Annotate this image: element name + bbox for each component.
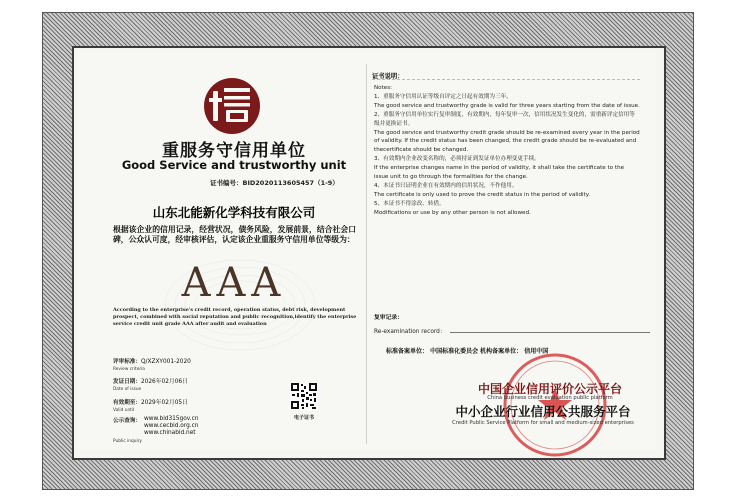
notes-line: 2、重服务守信用单位实行复审制度，有效期内，每年复审一次，信用状况发生变化的，需重新评定信用等级并更换证书。	[374, 111, 635, 127]
certificate-number	[210, 178, 339, 187]
notes-line: 1、重服务守信用认证等级自评定之日起有效期为三年。	[374, 93, 512, 100]
qr-code-icon[interactable]	[290, 382, 318, 410]
credit-grade: AAA	[181, 260, 287, 306]
description-en: According to the enterprise's credit record, operation status, debt risk, development prospect, combined with social reputation and public recognition,identify the enterprise service credit unit grade AAA after audit and evaluation	[113, 307, 357, 327]
valid-until-value: 2029年02月05日	[140, 400, 188, 406]
criteria-value: Q/XZXY001-2020	[140, 359, 191, 365]
platform-name-cn: 中国企业信用评价公示平台	[477, 382, 622, 396]
reexam-label: Re-examination record：	[374, 329, 446, 335]
valid-until-label-en: Valid until	[113, 408, 135, 413]
notes-line: 4、本证书只证明企业在有效期内的信用状况，不作他用。	[374, 182, 518, 189]
notes-heading: 证书说明：	[372, 73, 404, 80]
reexam-heading: 复审记录：	[374, 315, 403, 321]
certificate-number-value: BID2020113605457（1-9）	[242, 179, 339, 187]
certificate-title-en: Good Service and trustworthy unit	[121, 158, 347, 172]
notes-heading-rule	[372, 79, 640, 80]
public-inquiry-label: 公示查询：	[113, 418, 141, 424]
company-name: 山东北能新化学科技有限公司	[152, 205, 316, 220]
qr-code-label: 电子证书	[293, 415, 314, 421]
notes-line: 5、本证书不得涂改、转借。	[374, 200, 445, 207]
public-url-2[interactable]: www.cecbid.org.cn	[143, 422, 199, 429]
filing-units: 标准备案单位： 中国标准化委员会 机构备案单位： 信用中国	[386, 348, 549, 355]
public-url-3[interactable]: www.chinabid.net	[143, 429, 196, 436]
public-inquiry-label-en: Public inquiry	[113, 439, 142, 445]
description-cn: 根据该企业的信用记录，经营状况，债务风险，发展前景，结合社会口碑，公众认可度，经审核评估，认定该企业重服务守信用单位等级为：	[113, 225, 356, 245]
service-platform-name-cn: 中小企业行业信用公共服务平台	[455, 404, 631, 419]
valid-until-row	[113, 389, 188, 413]
criteria-label-en: Review criteria	[113, 367, 145, 372]
notes-line: The good service and trustworthy credit grade should be re-examined every year in the period of validity. If the credit status has been changed, the credit grade should be re-evaluated and thecertificate should be changed.	[374, 129, 640, 154]
certificate-number-label: 证书编号：	[210, 179, 243, 187]
reexam-signature-line	[450, 332, 650, 333]
notes-line: The good service and trustworthy grade is valid for three years starting from the date of issue.	[374, 102, 640, 109]
valid-until-label: 有效期至：	[113, 400, 141, 406]
certificate-title-cn: 重服务守信用单位	[162, 141, 306, 161]
notes-line: Notes:	[374, 85, 393, 91]
service-platform-name-en: Credit Public Service Platform for small and medium-sized enterprises	[452, 420, 634, 426]
notes-line: The certificate is only used to prove the credit status in the period of validity.	[374, 191, 591, 198]
public-inquiry-row	[113, 416, 198, 444]
issue-date-value: 2026年02月06日	[140, 379, 188, 385]
issue-date-label: 发证日期：	[113, 379, 141, 385]
credit-logo-icon	[202, 76, 262, 136]
notes-list	[374, 84, 640, 218]
criteria-label: 评审标准：	[113, 359, 141, 365]
platform-name-en: China business credit evaluation public platform	[487, 395, 613, 401]
issue-date-label-en: Date of issue	[113, 387, 142, 392]
public-url-1[interactable]: www.bid315gov.cn	[143, 416, 199, 422]
notes-line: 3、有效期内企业改变名称的，必须持证到发证单位办理变更手续。	[374, 156, 540, 163]
notes-line: If the enterprise changes name in the period of validity, it shall take the certificate to the issue unit to go through the formalities for the change.	[374, 165, 625, 181]
notes-line: Modifications or use by any other person is not allowed.	[374, 209, 531, 216]
panel-divider	[366, 64, 367, 444]
